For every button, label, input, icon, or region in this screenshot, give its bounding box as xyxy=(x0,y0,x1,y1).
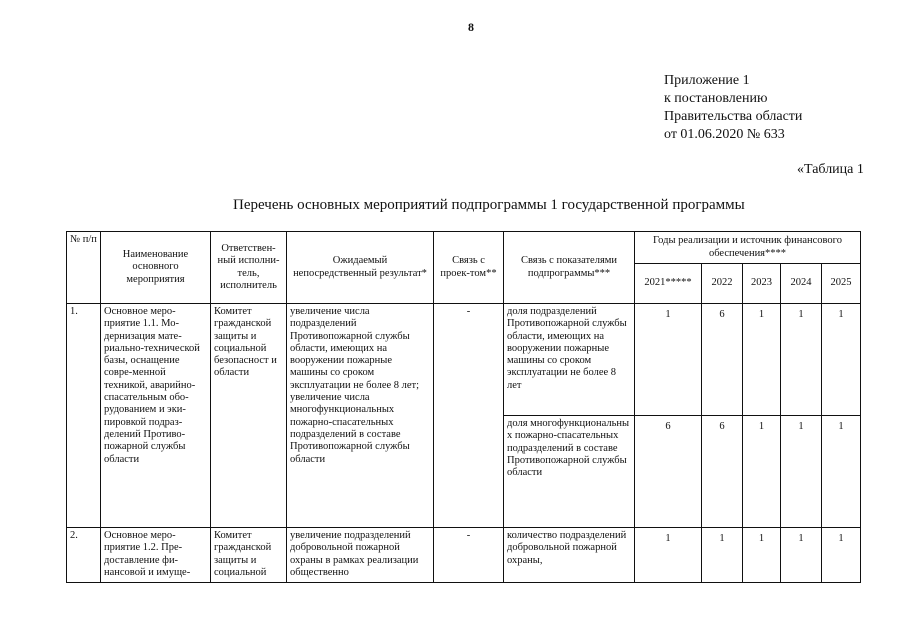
appendix-line: от 01.06.2020 № 633 xyxy=(664,127,785,142)
row-projects: - xyxy=(434,304,504,528)
year-value: 6 xyxy=(702,416,743,528)
header-projects: Связь с проек-том** xyxy=(434,232,504,304)
header-num: № п/п xyxy=(67,232,101,304)
row-expected: увеличение числа подразделений Противопожарной службы области, имеющих на вооружении пожарные машины со сроком эксплуатации не более 8 лет; увеличение числа многофункциональных пожарно-спасательных подразделений в составе Противопожарной службы области xyxy=(287,304,434,528)
header-year: 2022 xyxy=(702,264,743,304)
row-num: 1. xyxy=(67,304,101,528)
measures-table xyxy=(66,231,861,583)
row-responsible: Комитет гражданской защиты и социальной xyxy=(211,528,287,583)
row-num: 2. xyxy=(67,528,101,583)
row-name: Основное меро-приятие 1.1. Мо-дернизация мате-риально-технической базы, оснащение совре-менной техникой, аварийно-спасательным обо-рудованием и эки-пировкой подраз-делений Противо-пожарной службы области xyxy=(101,304,211,528)
header-year: 2021***** xyxy=(635,264,702,304)
year-value: 1 xyxy=(702,528,743,583)
appendix-line: Правительства области xyxy=(664,109,803,124)
header-years-group: Годы реализации и источник финансового обеспечения**** xyxy=(635,232,861,264)
year-value: 1 xyxy=(822,304,861,416)
table-label: «Таблица 1 xyxy=(797,162,864,177)
header-year: 2024 xyxy=(781,264,822,304)
year-value: 1 xyxy=(781,416,822,528)
year-value: 1 xyxy=(822,528,861,583)
row-projects: - xyxy=(434,528,504,583)
row-indicator: доля подразделений Противопожарной службы области, имеющих на вооружении пожарные машины со сроком эксплуатации не более 8 лет xyxy=(504,304,635,416)
year-value: 6 xyxy=(702,304,743,416)
year-value: 1 xyxy=(781,304,822,416)
header-name: Наименование основного мероприятия xyxy=(101,232,211,304)
year-value: 1 xyxy=(635,528,702,583)
header-responsible: Ответствен-ный исполни-тель, исполнитель xyxy=(211,232,287,304)
row-indicator: доля многофункциональны х пожарно-спасательных подразделений в составе Противопожарной службы области xyxy=(504,416,635,528)
row-indicator: количество подразделений добровольной пожарной охраны, xyxy=(504,528,635,583)
page-number: 8 xyxy=(468,20,474,34)
header-year: 2025 xyxy=(822,264,861,304)
appendix-line: к постановлению xyxy=(664,91,768,106)
year-value: 6 xyxy=(635,416,702,528)
year-value: 1 xyxy=(743,528,781,583)
row-name: Основное меро-приятие 1.2. Пре-доставление фи-нансовой и имуще- xyxy=(101,528,211,583)
year-value: 1 xyxy=(781,528,822,583)
header-indicators: Связь с показателями подпрограммы*** xyxy=(504,232,635,304)
row-responsible: Комитет гражданской защиты и социальной безопасност и области xyxy=(211,304,287,528)
year-value: 1 xyxy=(743,416,781,528)
document-title: Перечень основных мероприятий подпрограммы 1 государственной программы xyxy=(233,197,745,213)
appendix-block xyxy=(664,72,802,144)
row-expected: увеличение подразделений добровольной пожарной охраны в рамках реализации общественно xyxy=(287,528,434,583)
year-value: 1 xyxy=(822,416,861,528)
year-value: 1 xyxy=(743,304,781,416)
header-year: 2023 xyxy=(743,264,781,304)
header-expected: Ожидаемый непосредственный результат* xyxy=(287,232,434,304)
year-value: 1 xyxy=(635,304,702,416)
appendix-line: Приложение 1 xyxy=(664,73,750,88)
